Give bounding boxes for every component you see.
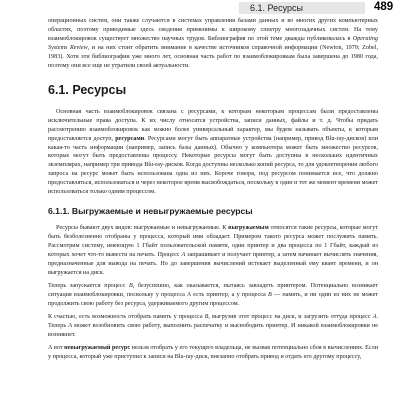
journal-title: Operating Systems Review bbox=[48, 35, 378, 51]
subsection-paragraph-1: Ресурсы бывают двух видов: выгружаемые и невыгружаемые. К выгружаемым относятся такие ресурсы, которые могут быть безболезненно отобраны у процесса, который ими обладает. Примером такого ресурса может послужить память. Рассмотрим систему, имеющую 1 Гбайт пользовательской памяти, один принтер и два процесса по 1 Гбайт, каждый из которых хочет что-то вывести на печать. Процесс А запрашивает и получает принтер, а затем начинает вычислять значения, предназначенные для вывода на печать. Но до завершения вычислений истекает выделенный ему квант времени, и он выгружается на диск. bbox=[48, 225, 378, 277]
subsection-paragraph-3: К счастью, есть возможность отобрать память у процесса B, выгрузив этот процесс на диск, и загрузить оттуда процесс A. Теперь A может возобновить свою работу, выполнить распечатку и высвободить принтер. И никакой взаимоблокировки не возникнет. bbox=[48, 313, 378, 338]
section-heading: 6.1. Ресурсы bbox=[48, 82, 127, 97]
term-nonpreemptable: невыгружаемый ресурс bbox=[64, 344, 131, 351]
term-preemptable: выгружаемым bbox=[228, 225, 269, 232]
section-paragraph: Основная часть взаимоблокировок связана с ресурсами, к которым некоторым процессам были предоставлены исключительные права доступа. К их числу относятся устройства, записи данных, файлы и т. д. Чтобы придать рассмотрению взаимоблокировок как можно более универсальный характер, мы будем называть объекты, к которым предоставляется доступ, ресурсами. Ресурсами могут быть аппаратные устройства (например, привод Blu-ray-дисков) или какая-то часть информации (например, запись базы данных). Обычно у компьютера может быть множество ресурсов, которые могут быть предоставлены процессу. Некоторые ресурсы могут быть доступны в нескольких идентичных экземплярах, например три привода Blu-ray-дисков. Когда доступны несколько копий ресурса, то для удовлетворения любого запроса на ресурс может быть использована одна из них. Короче говоря, под ресурсом понимается все, что должно предоставляться, использоваться и через некоторое время высвобождаться, поскольку в один и тот же момент времени может использоваться только одним процессом. bbox=[48, 108, 379, 196]
header-section-title: 6.1. Ресурсы bbox=[250, 3, 303, 13]
subsection-paragraph-2: Теперь запускается процесс B, безуспешно, как оказывается, пытаясь завладеть принтером. Потенциально возникает ситуация взаимоблокировки, поскольку у процесса A есть принтер, а у процесса B — память, и ни один из них не может продолжить свою работу без ресурса, удерживаемого другим процессом. bbox=[48, 282, 378, 307]
running-header bbox=[0, 0, 420, 18]
subsection-heading: 6.1.1. Выгружаемые и невыгружаемые ресурсы bbox=[48, 206, 253, 217]
subsection-paragraph-4: А вот невыгружаемый ресурс нельзя отобрать у его текущего владельца, не вызвав потенциально сбоя в вычислениях. Если у процесса, который уже приступил к записи на Blu-ray-диск, внезапно отобрать привод и отдать его другому процессу, bbox=[48, 344, 378, 360]
intro-paragraph: операционных систем, они также случаются в системах управления базами данных и во многих других компьютерных областях, поэтому приводимые здесь сведения применимы к широкому спектру многозадачных систем. На тему взаимоблокировок существует множество научных трудов. Библиография по этой теме дважды публиковалась в Operating Systems Review, и на них стоит обратить внимание в качестве источников справочной информации (Newton, 1979; Zobel, 1983). Хотя эти библиографии уже много лет, основная часть работ по взаимоблокировкам была завершена до 1980 года, поэтому они все еще не утратили своей актуальности. bbox=[48, 18, 378, 69]
term-resources: ресурсами bbox=[115, 135, 145, 142]
page-number: 489 bbox=[374, 1, 394, 13]
page-body bbox=[48, 17, 378, 362]
